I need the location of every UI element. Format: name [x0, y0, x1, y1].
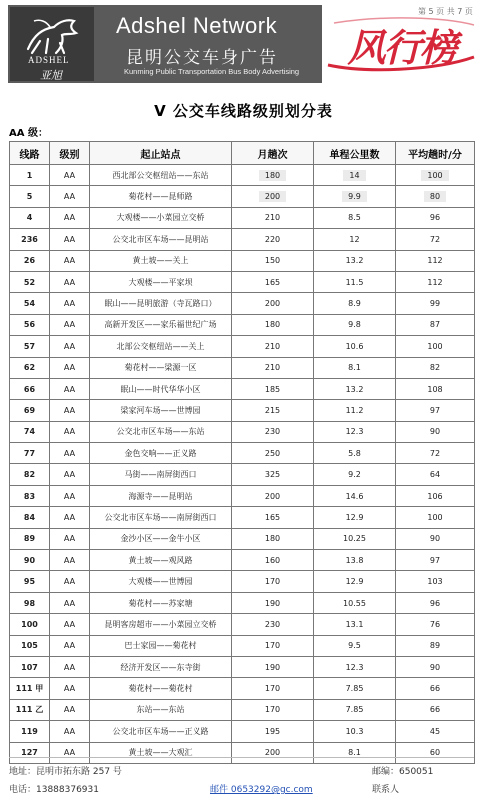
- cell-one-way-km: 10.55: [314, 592, 396, 613]
- cell-stops: 公交北市区车场——南屏街西口: [90, 507, 232, 528]
- cell-monthly-trips: 210: [232, 336, 314, 357]
- table-row: [10, 443, 475, 464]
- cell-stops: 黄土坡——关上: [90, 250, 232, 271]
- cell-level: AA: [50, 507, 90, 528]
- cell-avg-trip-minutes: 90: [396, 421, 475, 442]
- cell-monthly-trips: 170: [232, 699, 314, 720]
- cell-stops: 西北部公交枢纽站——东站: [90, 165, 232, 186]
- cell-level: AA: [50, 250, 90, 271]
- cell-avg-trip-minutes: 100: [396, 336, 475, 357]
- cell-avg-trip-minutes: [396, 165, 475, 186]
- cell-level: AA: [50, 464, 90, 485]
- cell-avg-trip-minutes: 76: [396, 614, 475, 635]
- cell-monthly-trips: 165: [232, 507, 314, 528]
- cell-level: AA: [50, 314, 90, 335]
- cell-level: AA: [50, 421, 90, 442]
- cell-stops: 昆明客房超市——小菜园立交桥: [90, 614, 232, 635]
- cell-avg-trip-minutes: 90: [396, 656, 475, 677]
- ranking-ribbon: [324, 13, 479, 75]
- cell-one-way-km: 12.3: [314, 421, 396, 442]
- table-row: [10, 336, 475, 357]
- ranking-title: 风行榜: [347, 25, 456, 70]
- column-header-stops: 起止站点: [90, 142, 232, 165]
- cell-level: AA: [50, 400, 90, 421]
- cell-level: AA: [50, 485, 90, 506]
- cell-stops: 金色交响——正义路: [90, 443, 232, 464]
- cell-avg-trip-minutes: 108: [396, 378, 475, 399]
- cell-one-way-km: 8.9: [314, 293, 396, 314]
- cell-route: 89: [10, 528, 50, 549]
- table-row: [10, 550, 475, 571]
- cell-stops: 公交北市区车场——正义路: [90, 721, 232, 742]
- cell-one-way-km: 7.85: [314, 678, 396, 699]
- cell-stops: 菊花村——梁源一区: [90, 357, 232, 378]
- table-body: [10, 165, 475, 764]
- footer-phone: 电话：13888376931: [9, 785, 99, 795]
- cell-level: AA: [50, 443, 90, 464]
- cell-route: 62: [10, 357, 50, 378]
- cell-monthly-trips: 180: [232, 314, 314, 335]
- cell-route: 26: [10, 250, 50, 271]
- cell-route: 83: [10, 485, 50, 506]
- cell-route: 52: [10, 271, 50, 292]
- cell-one-way-km: 13.8: [314, 550, 396, 571]
- table-row: [10, 250, 475, 271]
- cell-stops: 北部公交枢纽站——关上: [90, 336, 232, 357]
- cell-one-way-km: 14.6: [314, 485, 396, 506]
- cell-stops: 黄土坡——观风路: [90, 550, 232, 571]
- cell-avg-trip-minutes: 64: [396, 464, 475, 485]
- brand-subtitle: Kunming Public Transportation Bus Body Advertising: [124, 67, 300, 76]
- cell-stops: 马街——南屏街西口: [90, 464, 232, 485]
- cell-level: AA: [50, 528, 90, 549]
- page-title: V 公交车线路级别划分表: [154, 102, 333, 120]
- table-row: [10, 207, 475, 228]
- table-row: [10, 635, 475, 656]
- cell-monthly-trips: 215: [232, 400, 314, 421]
- table-row: [10, 678, 475, 699]
- cell-avg-trip-minutes: 66: [396, 678, 475, 699]
- footer-contact: 联系人: [372, 785, 400, 795]
- cell-one-way-km: 8.1: [314, 742, 396, 763]
- cell-route: 54: [10, 293, 50, 314]
- cell-stops: 公交北市区车场——东站: [90, 421, 232, 442]
- table-row: [10, 742, 475, 763]
- cell-stops: 公交北市区车场——昆明站: [90, 229, 232, 250]
- cell-stops: 菊花村——昆师路: [90, 186, 232, 207]
- cell-stops: 大观楼——平家坝: [90, 271, 232, 292]
- cell-stops: 海源寺——昆明站: [90, 485, 232, 506]
- route-grade-table: [9, 141, 475, 764]
- page-number: 第 5 页 共 7 页: [418, 7, 473, 16]
- cell-stops: 大观楼——小菜园立交桥: [90, 207, 232, 228]
- cell-one-way-km: [314, 186, 396, 207]
- table-row: [10, 507, 475, 528]
- cell-route: 1: [10, 165, 50, 186]
- cell-stops: 眠山——时代华华小区: [90, 378, 232, 399]
- cell-one-way-km-value: 9.9: [342, 191, 367, 202]
- cell-stops: 大观楼——世博园: [90, 571, 232, 592]
- cell-stops: 眠山——昆明旅游（寺瓦路口）: [90, 293, 232, 314]
- cell-monthly-trips: 200: [232, 293, 314, 314]
- cell-avg-trip-minutes: 97: [396, 400, 475, 421]
- cell-route: 100: [10, 614, 50, 635]
- footer-address: 地址：昆明市拓东路 257 号: [9, 767, 122, 777]
- footer-email-link[interactable]: 邮件 0653292@gc.com: [210, 785, 313, 795]
- cell-avg-trip-minutes: 103: [396, 571, 475, 592]
- cell-avg-trip-minutes: 60: [396, 742, 475, 763]
- cell-route: 111 甲: [10, 678, 50, 699]
- cell-one-way-km: 13.1: [314, 614, 396, 635]
- cell-level: AA: [50, 207, 90, 228]
- cell-level: AA: [50, 229, 90, 250]
- cell-monthly-trips: 170: [232, 571, 314, 592]
- table-row: [10, 614, 475, 635]
- cell-route: 69: [10, 400, 50, 421]
- table-row: [10, 592, 475, 613]
- cell-monthly-trips: 230: [232, 614, 314, 635]
- cell-route: 5: [10, 186, 50, 207]
- cell-avg-trip-minutes: 96: [396, 592, 475, 613]
- cell-stops: 高新开发区——家乐福世纪广场: [90, 314, 232, 335]
- cell-stops: 金沙小区——金牛小区: [90, 528, 232, 549]
- cell-one-way-km: 9.8: [314, 314, 396, 335]
- cell-level: AA: [50, 165, 90, 186]
- cell-avg-trip-minutes: 72: [396, 229, 475, 250]
- cell-route: 56: [10, 314, 50, 335]
- cell-one-way-km: 11.5: [314, 271, 396, 292]
- cell-route: 119: [10, 721, 50, 742]
- cell-avg-trip-minutes: 90: [396, 528, 475, 549]
- cell-monthly-trips: 190: [232, 656, 314, 677]
- cell-stops: 东站——东站: [90, 699, 232, 720]
- cell-route: 111 乙: [10, 699, 50, 720]
- cell-one-way-km: 13.2: [314, 250, 396, 271]
- table-row: [10, 293, 475, 314]
- column-header-avg-trip-minutes: 平均趟时/分: [396, 142, 475, 165]
- cell-route: 4: [10, 207, 50, 228]
- cell-level: AA: [50, 357, 90, 378]
- cell-one-way-km: 12.9: [314, 571, 396, 592]
- table-row: [10, 421, 475, 442]
- cell-monthly-trips: 220: [232, 229, 314, 250]
- table-row: [10, 464, 475, 485]
- cell-avg-trip-minutes: 112: [396, 250, 475, 271]
- cell-level: AA: [50, 721, 90, 742]
- cell-monthly-trips: 210: [232, 357, 314, 378]
- table-row: [10, 656, 475, 677]
- cell-level: AA: [50, 571, 90, 592]
- cell-one-way-km: 9.5: [314, 635, 396, 656]
- cell-one-way-km: 8.1: [314, 357, 396, 378]
- cell-monthly-trips: [232, 165, 314, 186]
- cell-level: AA: [50, 550, 90, 571]
- cell-avg-trip-minutes: 112: [396, 271, 475, 292]
- column-header-route: 线路: [10, 142, 50, 165]
- cell-route: 82: [10, 464, 50, 485]
- cell-one-way-km: 12.3: [314, 656, 396, 677]
- cell-route: 105: [10, 635, 50, 656]
- brand-name-english: Adshel Network: [116, 13, 278, 38]
- table-row: [10, 699, 475, 720]
- table-row: [10, 186, 475, 207]
- table-row: [10, 528, 475, 549]
- cell-stops: 菊花村——苏家塘: [90, 592, 232, 613]
- cell-avg-trip-minutes: 72: [396, 443, 475, 464]
- cell-stops: 梁家河车场——世博园: [90, 400, 232, 421]
- horse-logo-icon: [20, 13, 84, 57]
- cell-avg-trip-minutes: 82: [396, 357, 475, 378]
- brand-banner: [8, 5, 322, 83]
- cell-route: 74: [10, 421, 50, 442]
- cell-avg-trip-minutes: 100: [396, 507, 475, 528]
- cell-level: AA: [50, 678, 90, 699]
- cell-route: 90: [10, 550, 50, 571]
- cell-one-way-km: 10.25: [314, 528, 396, 549]
- table-row: [10, 485, 475, 506]
- cell-monthly-trips: 190: [232, 592, 314, 613]
- cell-stops: 菊花村——菊花村: [90, 678, 232, 699]
- footer-zip: 邮编：650051: [372, 767, 434, 777]
- table-row: [10, 400, 475, 421]
- cell-avg-trip-minutes: 96: [396, 207, 475, 228]
- cell-monthly-trips: [232, 186, 314, 207]
- cell-monthly-trips: 180: [232, 528, 314, 549]
- cell-level: AA: [50, 271, 90, 292]
- cell-avg-trip-minutes-value: 100: [421, 170, 448, 181]
- cell-route: 57: [10, 336, 50, 357]
- cell-route: 77: [10, 443, 50, 464]
- cell-level: AA: [50, 635, 90, 656]
- cell-monthly-trips-value: 200: [259, 191, 286, 202]
- cell-avg-trip-minutes: 99: [396, 293, 475, 314]
- cell-monthly-trips: 170: [232, 678, 314, 699]
- cell-monthly-trips: 150: [232, 250, 314, 271]
- cell-one-way-km: 12.9: [314, 507, 396, 528]
- cell-level: AA: [50, 614, 90, 635]
- cell-one-way-km: 7.85: [314, 699, 396, 720]
- cell-stops: 黄土坡——大观汇: [90, 742, 232, 763]
- cell-avg-trip-minutes: 106: [396, 485, 475, 506]
- cell-one-way-km: 12: [314, 229, 396, 250]
- cell-level: AA: [50, 186, 90, 207]
- cell-avg-trip-minutes: 66: [396, 699, 475, 720]
- cell-one-way-km: 10.6: [314, 336, 396, 357]
- cell-route: 127: [10, 742, 50, 763]
- brand-name-chinese: 昆明公交车身广告: [126, 48, 278, 68]
- header-banner: [8, 5, 479, 83]
- column-header-monthly-trips: 月趟次: [232, 142, 314, 165]
- cell-level: AA: [50, 742, 90, 763]
- cell-monthly-trips-value: 180: [259, 170, 286, 181]
- cell-level: AA: [50, 656, 90, 677]
- cell-stops: 经济开发区——东寺街: [90, 656, 232, 677]
- table-row: [10, 165, 475, 186]
- cell-monthly-trips: 165: [232, 271, 314, 292]
- cell-one-way-km-value: 14: [343, 170, 365, 181]
- footer-divider: [9, 757, 474, 758]
- cell-monthly-trips: 195: [232, 721, 314, 742]
- cell-one-way-km: 13.2: [314, 378, 396, 399]
- company-logo: [10, 7, 94, 81]
- cell-route: 84: [10, 507, 50, 528]
- cell-monthly-trips: 325: [232, 464, 314, 485]
- cell-monthly-trips: 170: [232, 635, 314, 656]
- cell-one-way-km: 5.8: [314, 443, 396, 464]
- cell-monthly-trips: 200: [232, 742, 314, 763]
- cell-route: 107: [10, 656, 50, 677]
- cell-level: AA: [50, 699, 90, 720]
- cell-monthly-trips: 200: [232, 485, 314, 506]
- column-header-one-way-km: 单程公里数: [314, 142, 396, 165]
- logo-brand-text: ADSHEL: [28, 55, 70, 65]
- cell-one-way-km: 10.3: [314, 721, 396, 742]
- table-row: [10, 378, 475, 399]
- cell-monthly-trips: 230: [232, 421, 314, 442]
- cell-avg-trip-minutes: 97: [396, 550, 475, 571]
- cell-route: 98: [10, 592, 50, 613]
- cell-one-way-km: 8.5: [314, 207, 396, 228]
- cell-level: AA: [50, 293, 90, 314]
- cell-one-way-km: [314, 165, 396, 186]
- cell-one-way-km: 11.2: [314, 400, 396, 421]
- table-row: [10, 314, 475, 335]
- cell-monthly-trips: 185: [232, 378, 314, 399]
- cell-level: AA: [50, 378, 90, 399]
- logo-calligraphy: 亚旭: [40, 69, 62, 82]
- table-row: [10, 357, 475, 378]
- cell-route: 95: [10, 571, 50, 592]
- cell-avg-trip-minutes: 45: [396, 721, 475, 742]
- cell-monthly-trips: 160: [232, 550, 314, 571]
- cell-route: 236: [10, 229, 50, 250]
- cell-monthly-trips: 210: [232, 207, 314, 228]
- cell-avg-trip-minutes: 87: [396, 314, 475, 335]
- table-row: [10, 721, 475, 742]
- cell-level: AA: [50, 336, 90, 357]
- cell-avg-trip-minutes: 89: [396, 635, 475, 656]
- cell-level: AA: [50, 592, 90, 613]
- cell-monthly-trips: 250: [232, 443, 314, 464]
- cell-route: 66: [10, 378, 50, 399]
- cell-one-way-km: 9.2: [314, 464, 396, 485]
- table-row: [10, 271, 475, 292]
- column-header-level: 级别: [50, 142, 90, 165]
- table-header-row: [10, 142, 475, 165]
- grade-label: AA 级：: [9, 128, 48, 139]
- cell-avg-trip-minutes: [396, 186, 475, 207]
- cell-stops: 巴士家园——菊花村: [90, 635, 232, 656]
- table-row: [10, 229, 475, 250]
- table-row: [10, 571, 475, 592]
- cell-avg-trip-minutes-value: 80: [424, 191, 446, 202]
